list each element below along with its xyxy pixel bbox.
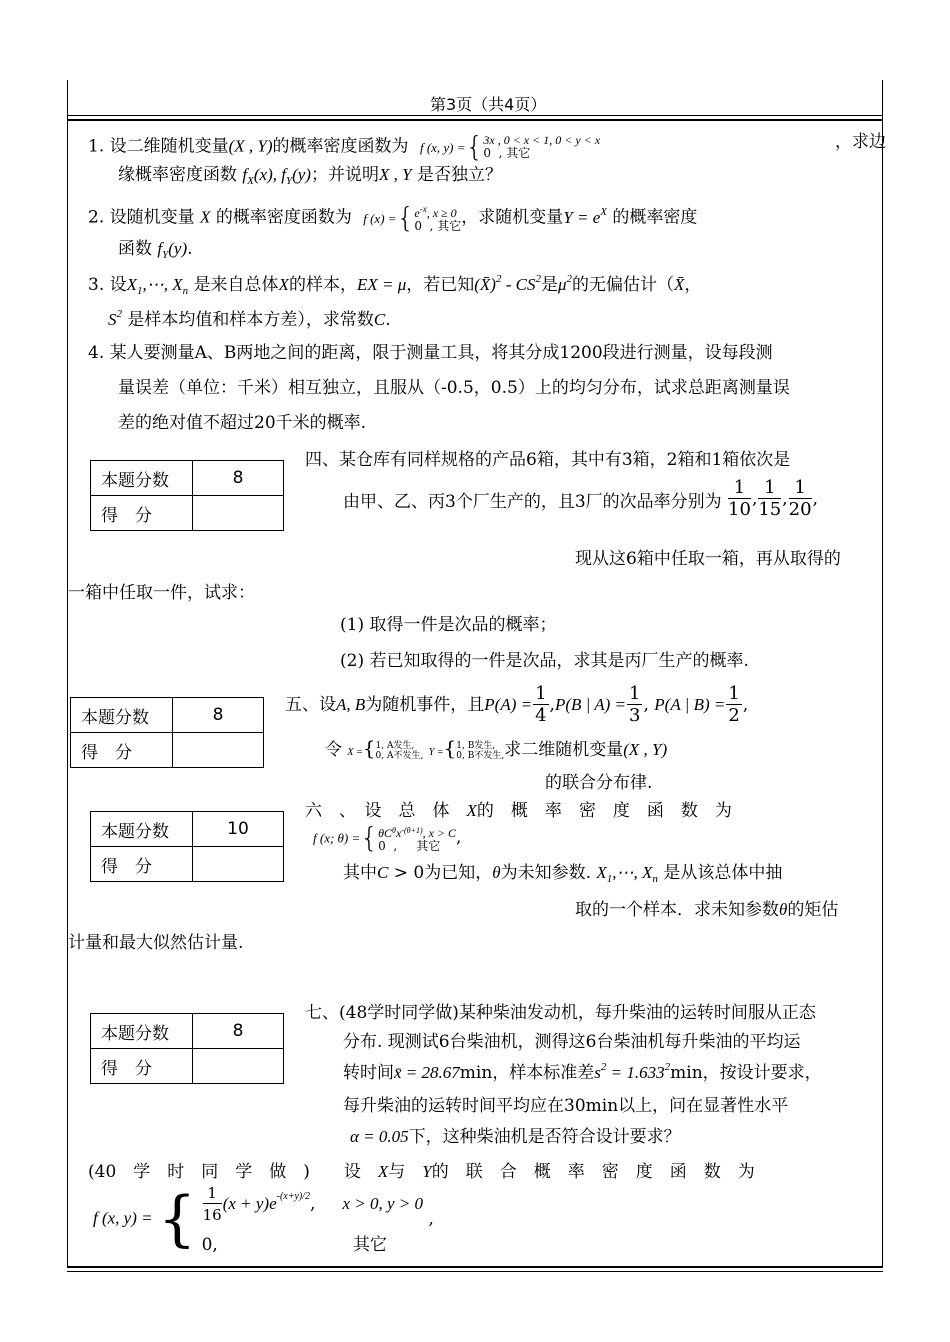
score-got-label: 得 分 <box>91 496 193 531</box>
s6-line2: 其中C > 0为已知，θ为未知参数. $X_1,\cdots$, $X_n$ 是从该总体中抽 <box>343 863 783 885</box>
score-got-cell[interactable] <box>193 496 284 531</box>
q4-line2: 量误差（单位：千米）相互独立，且服从（-0.5，0.5）上的均匀分布，试求总距离测量误 <box>118 378 790 398</box>
s5-line2: 令 X ={1, A发生, 0, A不发生, Y ={1, B发生, 0, B不发生,求二维随机变量(X , Y) <box>325 736 668 761</box>
score-points: 8 <box>193 461 284 496</box>
s6-line1: 六 、 设 总 体 X的 概 率 密 度 函 数 为 <box>305 801 732 821</box>
q3-line1: 3. 设$X_1,\cdots$, $X_n$ 是来自总体X的样本，EX = μ，若已知(X̄)$^2$ - $CS^2$是$\mu^2$的无偏估计（X̄， <box>88 273 702 297</box>
score-label: 本题分数 <box>91 1014 193 1049</box>
s4-line2: 由甲、乙、丙3个厂生产的，且3厂的次品率分别为 $\frac{1}{10}$ , $\frac{1}{15}$ , $\frac{1}{20}$ , <box>343 477 818 520</box>
score-table-4 <box>90 460 284 531</box>
s4-line3: 现从这6箱中任取一箱，再从取得的 <box>575 549 841 569</box>
score-got-label: 得 分 <box>91 1049 193 1084</box>
score-got-cell[interactable] <box>193 1049 284 1084</box>
s4-line1: 四、某仓库有同样规格的产品6箱，其中有3箱，2箱和1箱依次是 <box>305 450 791 470</box>
score-table-7 <box>90 1013 284 1084</box>
score-label: 本题分数 <box>71 698 173 733</box>
q1-line1: 1. 设二维随机变量(X , Y)的概率密度函数为 f (x, y) ={3x , 0 < x < 1, 0 < y < x 0 , 其它 <box>88 130 601 163</box>
score-label: 本题分数 <box>91 812 193 847</box>
q4-line3: 差的绝对值不超过20千米的概率. <box>118 413 367 433</box>
header-rule-bottom <box>67 119 883 121</box>
q1-tail: ，求边 <box>835 132 886 152</box>
s7-line5: α = 0.05下，这种柴油机是否符合设计要求？ <box>350 1127 681 1147</box>
score-points: 10 <box>193 812 284 847</box>
header-rule-top <box>67 115 883 116</box>
s7-line1: 七、(48学时同学做)某种柴油发动机，每升柴油的运转时间服从正态 <box>305 1003 816 1023</box>
s4-item1: (1) 取得一件是次品的概率； <box>340 615 557 635</box>
footer-rule-bottom <box>67 1271 883 1272</box>
s6-line3: 取的一个样本．求未知参数θ的矩估 <box>575 900 839 920</box>
score-points: 8 <box>193 1014 284 1049</box>
s7-pdf: f (x, y) = { $\frac{1}{16}$ $(x + y)e^{-(x+y)/2}$, x > 0, y > 0 0, 其它 , <box>93 1184 434 1255</box>
s7-line3: 转时间x̄ = 28.67min，样本标准差$s^2 = 1.633^2\min$，按设计要求， <box>343 1061 822 1083</box>
footer-rule-top <box>67 1266 883 1268</box>
left-border <box>67 80 68 1267</box>
s5-line1: 五、设A, B为随机事件，且P(A) = $\frac{1}{4}$ ,P(B | A) = $\frac{1}{3}$ , P(A | B) = $\frac{1}{2}$ , <box>285 683 749 726</box>
s4-line4: 一箱中任取一件，试求： <box>68 583 255 603</box>
score-got-cell[interactable] <box>173 733 264 768</box>
s7-line2: 分布. 现测试6台柴油机，测得这6台柴油机每升柴油的平均运 <box>343 1032 801 1052</box>
s7-line4: 每升柴油的运转时间平均应在30min以上，问在显著性水平 <box>343 1096 789 1116</box>
score-table-6 <box>90 811 284 882</box>
s6-pdf: f (x; $\theta) =\{\theta C^\theta x^{-(\theta+1)}$, x > C 0 , 其它 , <box>313 821 462 854</box>
page-header: 第3页（共4页） <box>430 95 547 114</box>
score-got-label: 得 分 <box>91 847 193 882</box>
q4-line1: 4. 某人要测量A、B两地之间的距离，限于测量工具，将其分成1200段进行测量，设每段测 <box>88 343 773 363</box>
q2-line2: 函数 $f_Y(y)$. <box>118 239 193 261</box>
q3-line2: $S^2$ 是样本均值和样本方差），求常数C. <box>108 308 391 330</box>
score-label: 本题分数 <box>91 461 193 496</box>
score-got-label: 得 分 <box>71 733 173 768</box>
q2-line1: 2. 设随机变量 X 的概率密度函数为 f $(x) =\{e^{-x}$, x ≥ 0 0 , 其它，求随机变量$Y = e^X$ 的概率密度 <box>88 201 698 234</box>
right-border <box>882 80 883 1267</box>
s6-line4: 计量和最大似然估计量. <box>68 933 244 953</box>
score-points: 8 <box>173 698 264 733</box>
s5-line3: 的联合分布律. <box>545 773 653 793</box>
score-got-cell[interactable] <box>193 847 284 882</box>
q1-line2: 缘概率密度函数 $f_X(x)$, $f_Y(y)$；并说明X , Y 是否独立？ <box>118 165 502 187</box>
s7-line6: (40 学 时 同 学 做 ) 设 X与 Y的 联 合 概 率 密 度 函 数 为 <box>88 1162 755 1182</box>
s4-item2: (2) 若已知取得的一件是次品，求其是丙厂生产的概率. <box>340 651 749 671</box>
score-table-5 <box>70 697 264 768</box>
